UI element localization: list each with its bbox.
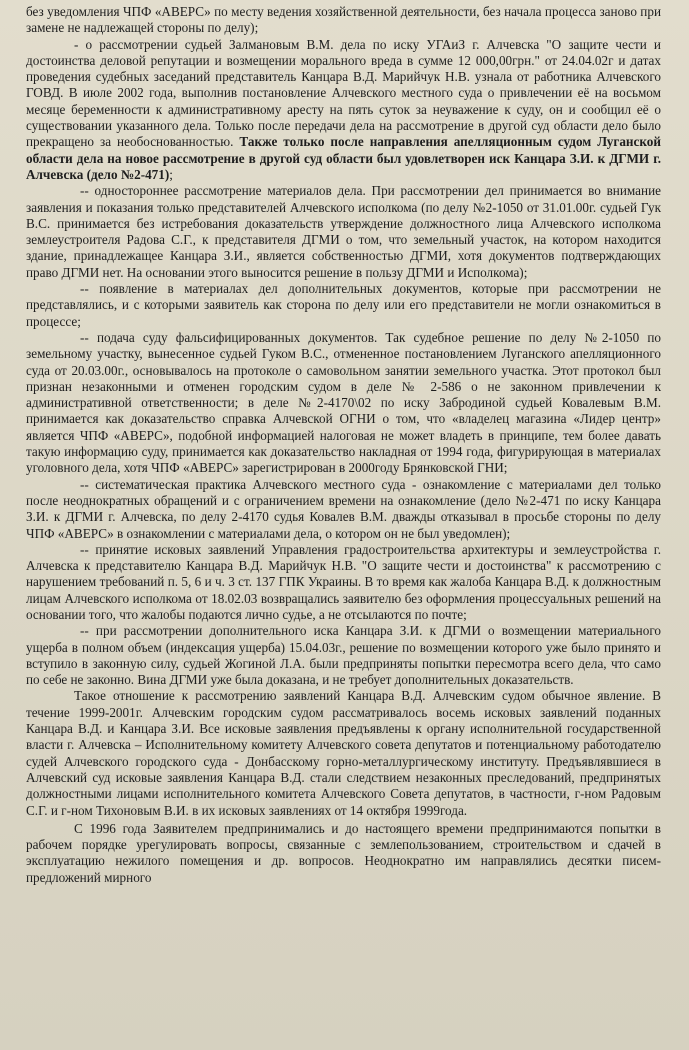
paragraph-text: С 1996 года Заявителем предпринимались и до настоящего времени предпринимаются попытки в рабочем порядке урегулировать вопросы, связанные с землепользованием, строительством и сдачей в эксплуатацию нежилого помещения и др. вопросов. Неоднократно им направлялись десятки писем-предложений мирного <box>26 820 661 885</box>
paragraph <box>26 330 661 477</box>
paragraph-text: -- систематическая практика Алчевского местного суда - ознакомление с материалами дел только после неоднократных обращений и с ограничением времени на ознакомление (дело №2-471 по иску Канцара З.И. к ДГМИ г. Алчевска, по делу 2-4170 судья Ковалев В.М. дважды отказывал в просьбе стороны по делу ЧПФ «АВЕРС» в ознакомлении с материалами дела, о котором он не был уведомлен); <box>26 476 661 541</box>
paragraph-text: -- одностороннее рассмотрение материалов дела. При рассмотрении дел принимается во внимание заявления и показания только представителей Алчевского исполкома (по делу №2-1050 от 31.01.00г. судьей Гук В.С. принимается без истребования доказательств утверждение должностного лица Алчевского исполкома землеустроителя Радова С.Г., к представителя ДГМИ о том, что земельный участок, на котором находится здание, принадлежащее Канцара З.И., является собственностью ДГМИ, хотя документов подтверждающих право ДГМИ нет. На основании этого выносится решение в пользу ДГМИ и Исполкома); <box>26 183 661 280</box>
paragraph <box>26 281 661 330</box>
paragraph <box>26 37 661 184</box>
paragraph-text: -- принятие исковых заявлений Управления градостроительства архитектуры и землеустройства г. Алчевска к представителю Канцара В.Д. Марийчук Н.В. "О защите чести и достоинства" к рассмотрению с нарушением требований п. 5, 6 и ч. 3 ст. 137 ГПК Украины. В то время как жалоба Канцара В.Д. к должностным лицам Алчевского исполкома от 18.02.03 возвращались заявителю без оформления процессуальных решений на основании того, что жалобы подаются лично судье, а не отсылаются по почте; <box>26 541 661 622</box>
paragraph <box>26 477 661 542</box>
paragraph-text: ; <box>169 166 173 182</box>
paragraph <box>26 688 661 818</box>
paragraph-text: -- при рассмотрении дополнительного иска Канцара З.И. к ДГМИ о возмещении материального ущерба в полном объем (индексация ущерба) 15.04.03г., решение по возмещении которого уже было принято и вступило в законную силу, судьей Жогиной Л.А. были предприняты попытки пересмотра всего дела, что само по себе не законно. Вина ДГМИ уже была доказана, и не требует дополнительных доказательств. <box>26 623 661 688</box>
document-body <box>26 4 661 886</box>
paragraph-text: - о рассмотрении судьей Залмановым В.М. дела по иску УГАиЗ г. Алчевска "О защите чести и достоинства деловой репутации и возмещении морального вреда в сумме 12 000,00грн." от 24.04.02г и датах проведения судебных заседаний представитель Канцара В.Д. Марийчук Н.В. узнала от работника Алчевского ГОВД. В июле 2002 года, выполнив постановление Алчевского местного суда о привлечении её на восьмом месяце беременности к административному аресту на пять суток за неуважение к суду, он и сообщил её о существовании указанного дела. Только после передачи дела на рассмотрение в другой суд области дело было прекращено за необоснованностью. <box>26 36 661 150</box>
paragraph <box>26 4 661 37</box>
paragraph <box>26 183 661 281</box>
bold-emphasis-text: Также только после направления апелляционным судом Луганской области дела на новое рассмотрение в другой суд области был удовлетворен иск Канцара З.И. к ДГМИ г. Алчевска (дело №2-471) <box>26 134 661 182</box>
paragraph <box>26 623 661 688</box>
paragraph-text: без уведомления ЧПФ «АВЕРС» по месту ведения хозяйственной деятельности, без начала процесса заново при замене не надлежащей стороны по делу); <box>26 4 661 36</box>
paragraph-text: -- появление в материалах дел дополнительных документов, которые при рассмотрении не представлялись, и с которыми заявитель как сторона по делу или его представители не могли ознакомиться в процессе; <box>26 281 661 329</box>
paragraph-text: -- подача суду фальсифицированных документов. Так судебное решение по делу №2-1050 по земельному участку, вынесенное судьей Гуком В.С., отмененное постановлением Луганского апелляционного суда от 20.03.00г., основывалось на протоколе о самовольном занятии земельного участка. Этот протокол был признан незаконными и отменен городским судом в деле № 2-586 о не законном привлечении к административной ответственности; в деле №2-4170\02 по иску Забродиной судьей Ковалевым В.М. принимается как доказательство справка Алчевской ОГНИ о том, что «владелец магазина «Лидер центр» является ЧПФ «АВЕРС», подобной информацией налоговая не может владеть в принципе, тем более давать такую информацию суду, принимается как доказательство накладная от 1994 года, фигурирующая в материалах уголовного дела, хотя ЧПФ «АВЕРС» зарегистрирован в 2000году Брянковской ГНИ; <box>26 329 661 476</box>
paragraph <box>26 821 661 886</box>
paragraph-text: Такое отношение к рассмотрению заявлений Канцара В.Д. Алчевским судом обычное явление. В течение 1999-2001г. Алчевским городским судом рассматривалось восемь исковых заявлений поданных Канцара В.Д. и Канцара З.И. Все исковые заявления предъявлены к органу исполнительной государственной власти г. Алчевска – Исполнительному комитету Алчевского совета депутатов и потенциальному работодателю судей Алчевского городского суда - Донбасскому горно-металлургическому институту. Предъявлявшиеся в Алчевский суд исковые заявления Канцара В.Д. стали следствием незаконных преследований, предпринятых должностными лицами исполнительного комитета Алчевского Совета депутатов, в частности, г-ном Радовым С.Г. и г-ном Тихоновым В.И. в их исковых заявлениях от 14 октября 1999года. <box>26 688 661 818</box>
paragraph <box>26 542 661 623</box>
